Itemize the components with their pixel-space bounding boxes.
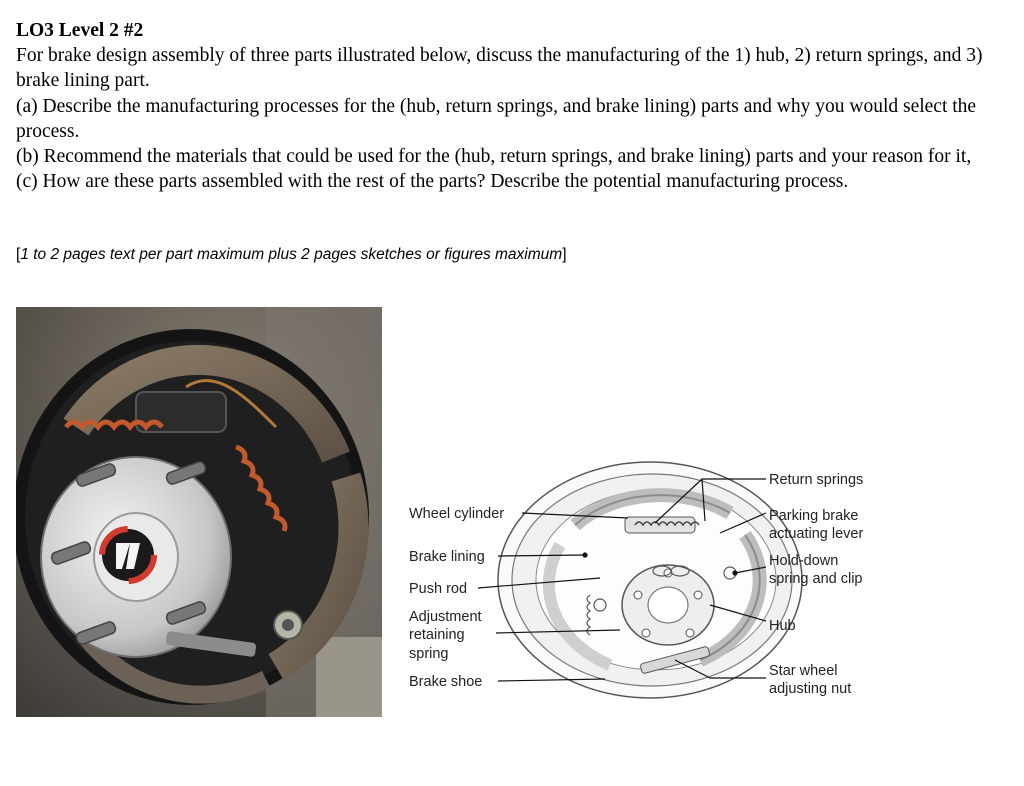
label-brake-lining: Brake lining xyxy=(409,549,485,565)
note-open-bracket: [ xyxy=(16,246,21,263)
label-wheel-cylinder: Wheel cylinder xyxy=(409,506,505,522)
label-star-line1: Star wheel xyxy=(769,663,838,679)
brake-assembly-photo xyxy=(16,307,382,717)
label-star-line2: adjusting nut xyxy=(769,681,852,697)
label-parking-line1: Parking brake xyxy=(769,508,859,524)
drum-brake-diagram xyxy=(400,455,900,715)
question-text xyxy=(16,18,1011,194)
page-limit-note xyxy=(16,246,567,264)
question-part-c: (c) How are these parts assembled with the rest of the parts? Describe the potential manufacturing process. xyxy=(16,171,849,193)
question-part-b: (b) Recommend the materials that could be used for the (hub, return springs, and brake lining) parts and your reason for it, xyxy=(16,146,972,168)
label-holddown-line1: Hold-down xyxy=(769,553,839,569)
label-adjustment-line2: retaining xyxy=(409,627,465,643)
label-return-springs: Return springs xyxy=(769,472,864,488)
question-title: LO3 Level 2 #2 xyxy=(16,20,144,41)
note-text: 1 to 2 pages text per part maximum plus 2 pages sketches or figures maximum xyxy=(20,246,563,263)
label-brake-shoe: Brake shoe xyxy=(409,674,483,690)
label-hub: Hub xyxy=(769,618,796,634)
question-part-a: (a) Describe the manufacturing processes for the (hub, return springs, and brake lining) parts and why you would select the process. xyxy=(16,95,977,142)
label-parking-line2: actuating lever xyxy=(769,526,864,542)
question-intro: For brake design assembly of three parts illustrated below, discuss the manufacturing of the 1) hub, 2) return springs, and 3) brake lining part. xyxy=(16,45,983,92)
label-holddown-line2: spring and clip xyxy=(769,571,863,587)
note-close-bracket: ] xyxy=(562,246,567,263)
label-adjustment-line3: spring xyxy=(409,646,449,662)
label-push-rod: Push rod xyxy=(409,581,468,597)
label-adjustment-line1: Adjustment xyxy=(409,609,482,625)
